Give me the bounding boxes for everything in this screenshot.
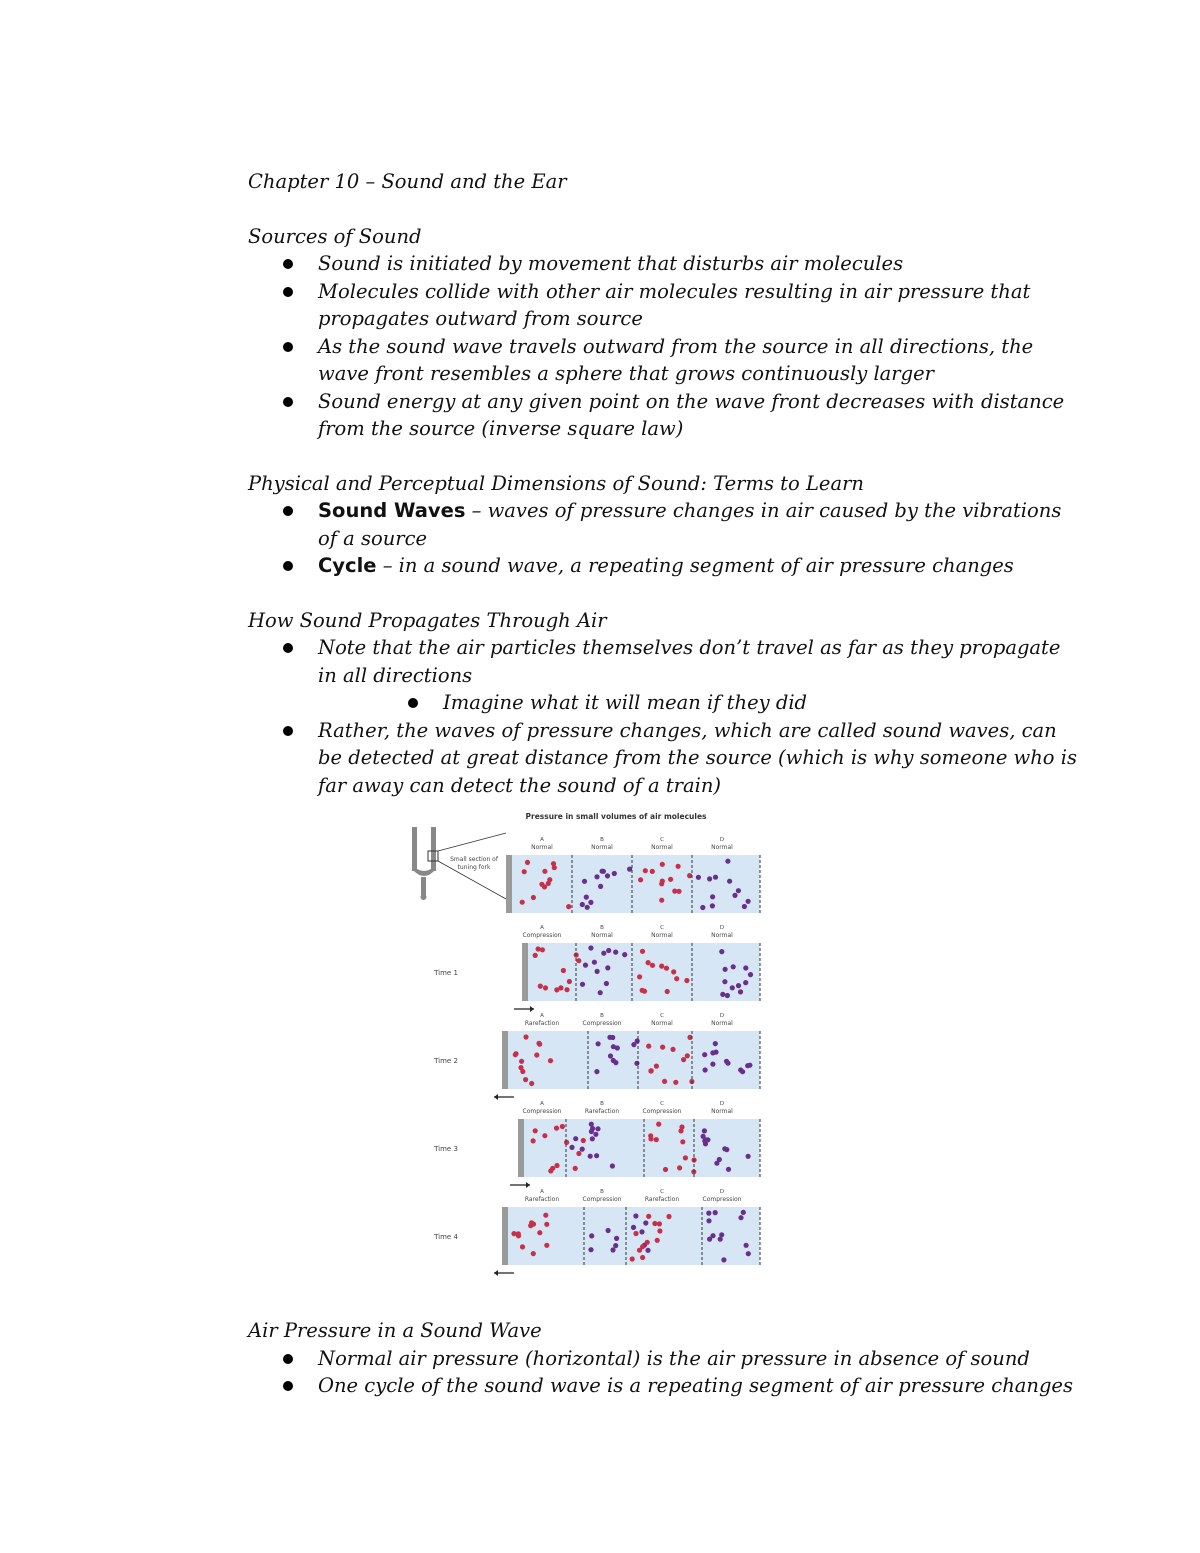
air-molecule (730, 985, 735, 990)
air-molecule (713, 875, 718, 880)
column-state-label: Normal (711, 844, 733, 851)
air-molecule (520, 1244, 525, 1249)
air-molecule (719, 1232, 724, 1237)
air-molecule (539, 882, 544, 887)
air-molecule (573, 1136, 578, 1141)
column-letter: B (600, 925, 604, 931)
vibrating-plate (502, 1031, 508, 1089)
air-molecule (722, 979, 727, 984)
air-molecule (531, 895, 536, 900)
air-molecule (533, 1128, 538, 1133)
air-molecule (746, 1154, 751, 1159)
column-letter: C (660, 925, 664, 931)
fork-label: Small section of (450, 856, 498, 863)
column-letter: A (540, 1189, 544, 1195)
air-molecule (566, 904, 571, 909)
air-molecule (564, 1140, 569, 1145)
air-molecule (581, 1138, 586, 1143)
air-molecule (703, 1141, 708, 1146)
air-molecule (528, 1223, 533, 1228)
air-molecule (584, 895, 589, 900)
air-molecule (544, 1222, 549, 1227)
air-molecule (663, 1167, 668, 1172)
list-item (248, 497, 1078, 552)
air-molecule (580, 982, 585, 987)
air-molecule (544, 1243, 549, 1248)
air-molecule (573, 1166, 578, 1171)
air-molecule (650, 869, 655, 874)
air-molecule (696, 875, 701, 880)
air-molecule (610, 1035, 615, 1040)
air-molecule (706, 1211, 711, 1216)
air-molecule (613, 950, 618, 955)
air-molecule (582, 879, 587, 884)
column-state-label: Normal (711, 1020, 733, 1027)
column-state-label: Normal (651, 932, 673, 939)
air-molecule (569, 1145, 574, 1150)
tuning-fork-icon (412, 827, 506, 900)
air-molecule (511, 1231, 516, 1236)
air-molecule (665, 989, 670, 994)
air-molecule (635, 1038, 640, 1043)
air-molecule (657, 1221, 662, 1226)
air-molecule (608, 1053, 613, 1058)
air-molecule (748, 972, 753, 977)
air-molecule (719, 949, 724, 954)
air-molecule (680, 1139, 685, 1144)
air-molecule (519, 1059, 524, 1064)
air-volume (508, 1031, 760, 1089)
air-molecule (622, 952, 627, 957)
air-molecule (548, 1058, 553, 1063)
air-molecule (683, 1155, 688, 1160)
air-molecule (674, 976, 679, 981)
air-molecule (588, 1247, 593, 1252)
column-letter: A (540, 925, 544, 931)
air-molecule (681, 1057, 686, 1062)
column-state-label: Rarefaction (644, 1196, 680, 1203)
term-label: Sound Waves (318, 499, 466, 522)
air-molecule (564, 987, 569, 992)
list-item: Note that the air particles themselves don’t travel as far as they propagate in all directions (248, 634, 1078, 689)
air-molecule (531, 1138, 536, 1143)
air-molecule (595, 1126, 600, 1131)
air-molecule (601, 869, 606, 874)
air-molecule (523, 1034, 528, 1039)
air-molecule (637, 974, 642, 979)
list-item (248, 552, 1078, 580)
air-molecule (605, 965, 610, 970)
air-molecule (543, 985, 548, 990)
time-label: Time 1 (434, 969, 458, 977)
air-molecule (643, 868, 648, 873)
column-state-label: Compression (642, 1108, 682, 1115)
column-letter: A (540, 1013, 544, 1019)
section-heading-sources: Sources of Sound (248, 224, 422, 248)
air-molecule (684, 978, 689, 983)
air-molecule (589, 1233, 594, 1238)
air-molecule (664, 966, 669, 971)
air-molecule (710, 903, 715, 908)
air-molecule (673, 1080, 678, 1085)
column-letter: C (660, 837, 664, 843)
air-molecule (531, 1251, 536, 1256)
air-molecule (523, 1077, 528, 1082)
air-molecule (567, 979, 572, 984)
air-molecule (580, 1147, 585, 1152)
air-molecule (687, 873, 692, 878)
vibrating-plate (522, 943, 528, 1001)
air-molecule (552, 865, 557, 870)
air-molecule (652, 1221, 657, 1226)
air-molecule (640, 1255, 645, 1260)
air-molecule (676, 864, 681, 869)
air-molecule (659, 964, 664, 969)
air-molecule (648, 1133, 653, 1138)
air-molecule (558, 985, 563, 990)
air-molecule (746, 899, 751, 904)
air-molecule (657, 1228, 662, 1233)
air-molecule (606, 1228, 611, 1233)
column-letter: D (719, 925, 725, 931)
air-molecule (717, 1157, 722, 1162)
list-item: As the sound wave travels outward from the source in all directions, the wave front resembles a sphere that grows continuously larger (248, 333, 1078, 388)
air-molecule (642, 989, 647, 994)
air-molecule (645, 1240, 650, 1245)
air-molecule (741, 1210, 746, 1215)
air-molecule (638, 877, 643, 882)
air-molecule (650, 963, 655, 968)
document-page (248, 168, 1078, 1427)
air-molecule (588, 1154, 593, 1159)
air-molecule (546, 881, 551, 886)
air-molecule (525, 860, 530, 865)
arrow-head-icon (494, 1094, 498, 1100)
air-molecule (610, 1247, 615, 1252)
column-letter: B (600, 837, 604, 843)
air-molecule (702, 1128, 707, 1133)
air-molecule (537, 1042, 542, 1047)
air-molecule (583, 963, 588, 968)
column-state-label: Rarefaction (584, 1108, 620, 1115)
time-label: Time 4 (434, 1233, 458, 1241)
air-molecule (594, 874, 599, 879)
air-molecule (633, 1213, 638, 1218)
air-molecule (736, 983, 741, 988)
air-molecule (660, 879, 665, 884)
air-molecule (713, 1041, 718, 1046)
air-molecule (740, 1069, 745, 1074)
air-molecule (513, 1052, 518, 1057)
arrow-head-icon (530, 1006, 534, 1012)
air-molecule (722, 1146, 727, 1151)
air-molecule (743, 965, 748, 970)
air-molecule (634, 1061, 639, 1066)
air-molecule (576, 1151, 581, 1156)
air-molecule (703, 1067, 708, 1072)
air-molecule (649, 1068, 654, 1073)
air-molecule (747, 1063, 752, 1068)
air-molecule (598, 884, 603, 889)
air-molecule (655, 1238, 660, 1243)
sources-list (248, 250, 1078, 443)
air-molecule (589, 1122, 594, 1127)
air-molecule (605, 873, 610, 878)
section-heading-propagation: How Sound Propagates Through Air (248, 608, 607, 632)
air-molecule (724, 1059, 729, 1064)
list-item: Sound energy at any given point on the wave front decreases with distance from the source (inverse square law) (248, 388, 1078, 443)
air-molecule (654, 1137, 659, 1142)
air-molecule (561, 968, 566, 973)
air-molecule (685, 1053, 690, 1058)
arrow-head-icon (494, 1270, 498, 1276)
air-molecule (678, 1128, 683, 1133)
column-letter: A (540, 1101, 544, 1107)
air-pressure-diagram (406, 807, 766, 1277)
air-molecule (631, 1225, 636, 1230)
air-molecule (646, 1044, 651, 1049)
air-molecule (601, 951, 606, 956)
air-molecule (710, 894, 715, 899)
column-letter: B (600, 1189, 604, 1195)
column-state-label: Compression (582, 1196, 622, 1203)
air-molecule (627, 867, 632, 872)
air-molecule (543, 1213, 548, 1218)
air-molecule (670, 1047, 675, 1052)
section-heading-air-pressure: Air Pressure in a Sound Wave (248, 1319, 542, 1342)
air-molecule (576, 958, 581, 963)
term-definition: – in a sound wave, a repeating segment of air pressure changes (376, 554, 1014, 577)
column-state-label: Normal (651, 844, 673, 851)
air-molecule (554, 1126, 559, 1131)
air-molecule (725, 993, 730, 998)
air-molecule (660, 1045, 665, 1050)
air-molecule (713, 1210, 718, 1215)
air-molecule (654, 1064, 659, 1069)
term-definition: – waves of pressure changes in air caused by the vibrations of a source (318, 499, 1062, 550)
air-molecule (656, 1122, 661, 1127)
air-molecule (727, 879, 732, 884)
fork-label: tuning fork (457, 864, 491, 871)
air-molecule (594, 1153, 599, 1158)
column-letter: D (719, 1101, 725, 1107)
air-molecule (560, 1124, 565, 1129)
air-molecule (702, 1052, 707, 1057)
air-molecule (588, 900, 593, 905)
air-molecule (611, 1044, 616, 1049)
column-state-label: Normal (591, 844, 613, 851)
term-label: Cycle (318, 554, 377, 577)
air-molecule (721, 1257, 726, 1262)
air-molecule (639, 1229, 644, 1234)
air-molecule (672, 889, 677, 894)
list-item: Molecules collide with other air molecules resulting in air pressure that propagates outward from source (248, 278, 1078, 333)
propagation-list (248, 634, 1078, 799)
air-molecule (633, 1231, 638, 1236)
column-letter: C (660, 1101, 664, 1107)
column-letter: A (540, 837, 544, 843)
air-molecule (554, 1163, 559, 1168)
column-letter: D (719, 1013, 725, 1019)
sub-list-item: Imagine what it will mean if they did (248, 689, 1078, 717)
air-molecule (593, 1132, 598, 1137)
air-molecule (595, 969, 600, 974)
air-molecule (725, 859, 730, 864)
air-molecule (537, 1230, 542, 1235)
air-molecule (598, 990, 603, 995)
list-item: One cycle of the sound wave is a repeating segment of air pressure changes (248, 1372, 1078, 1400)
air-molecule (666, 1214, 671, 1219)
air-molecule (738, 989, 743, 994)
column-state-label: Compression (522, 1108, 562, 1115)
section-heading-terms: Physical and Perceptual Dimensions of Sound: Terms to Learn (248, 471, 864, 495)
air-molecule (640, 949, 645, 954)
air-molecule (613, 1243, 618, 1248)
chapter-title: Chapter 10 – Sound and the Ear (248, 170, 567, 193)
air-molecule (660, 862, 665, 867)
air-pressure-list (248, 1345, 1078, 1400)
air-molecule (548, 1168, 553, 1173)
air-molecule (538, 984, 543, 989)
column-state-label: Normal (711, 932, 733, 939)
air-molecule (590, 1136, 595, 1141)
air-molecule (643, 1220, 648, 1225)
air-molecule (536, 946, 541, 951)
air-molecule (736, 888, 741, 893)
column-letter: C (660, 1189, 664, 1195)
column-letter: B (600, 1101, 604, 1107)
air-molecule (592, 960, 597, 965)
column-letter: B (600, 1013, 604, 1019)
air-molecule (520, 900, 525, 905)
air-molecule (529, 1081, 534, 1086)
air-molecule (732, 893, 737, 898)
air-molecule (645, 1248, 650, 1253)
column-letter: D (719, 1189, 725, 1195)
air-molecule (533, 953, 538, 958)
arrow-head-icon (526, 1182, 530, 1188)
air-molecule (604, 981, 609, 986)
sound-wave-figure (248, 799, 1078, 1299)
air-molecule (713, 1050, 718, 1055)
air-molecule (596, 1041, 601, 1046)
air-molecule (720, 992, 725, 997)
air-molecule (743, 980, 748, 985)
air-molecule (630, 1256, 635, 1261)
air-molecule (646, 1214, 651, 1219)
air-molecule (614, 1236, 619, 1241)
air-molecule (731, 964, 736, 969)
column-state-label: Compression (702, 1196, 742, 1203)
air-molecule (520, 1069, 525, 1074)
air-molecule (594, 1069, 599, 1074)
column-state-label: Rarefaction (524, 1020, 560, 1027)
list-item: Normal air pressure (horizontal) is the air pressure in absence of sound (248, 1345, 1078, 1373)
time-label: Time 2 (434, 1057, 458, 1065)
air-molecule (542, 869, 547, 874)
air-molecule (677, 1165, 682, 1170)
air-molecule (534, 1052, 539, 1057)
column-state-label: Rarefaction (524, 1196, 560, 1203)
column-state-label: Normal (591, 932, 613, 939)
vibrating-plate (506, 855, 512, 913)
vibrating-plate (502, 1207, 508, 1265)
air-molecule (606, 948, 611, 953)
air-molecule (744, 1243, 749, 1248)
list-item: Rather, the waves of pressure changes, which are called sound waves, can be detected at great distance from the source (which is why someone who is far away can detect the sound of a train) (248, 717, 1078, 800)
air-molecule (646, 960, 651, 965)
air-molecule (742, 904, 747, 909)
air-molecule (585, 905, 590, 910)
air-molecule (613, 1060, 618, 1065)
list-item: Sound is initiated by movement that disturbs air molecules (248, 250, 1078, 278)
column-state-label: Compression (582, 1020, 622, 1027)
air-molecule (707, 1237, 712, 1242)
air-molecule (662, 1079, 667, 1084)
air-molecule (700, 905, 705, 910)
air-molecule (659, 898, 664, 903)
air-molecule (707, 876, 712, 881)
figure-title: Pressure in small volumes of air molecules (525, 812, 707, 821)
air-molecule (522, 869, 527, 874)
air-molecule (668, 877, 673, 882)
air-molecule (640, 1244, 645, 1249)
air-molecule (612, 871, 617, 876)
column-state-label: Normal (531, 844, 553, 851)
air-molecule (738, 1215, 743, 1220)
column-state-label: Normal (651, 1020, 673, 1027)
air-molecule (706, 1218, 711, 1223)
column-state-label: Normal (711, 1108, 733, 1115)
column-state-label: Compression (522, 932, 562, 939)
column-letter: C (660, 1013, 664, 1019)
air-molecule (723, 967, 728, 972)
column-letter: D (719, 837, 725, 843)
air-molecule (610, 1163, 615, 1168)
air-molecule (542, 1133, 547, 1138)
air-molecule (540, 947, 545, 952)
vibrating-plate (518, 1119, 524, 1177)
air-molecule (671, 969, 676, 974)
air-molecule (726, 1167, 731, 1172)
terms-list (248, 497, 1078, 580)
air-molecule (580, 902, 585, 907)
time-label: Time 3 (434, 1145, 458, 1153)
air-molecule (710, 1062, 715, 1067)
air-molecule (588, 945, 593, 950)
air-molecule (746, 1251, 751, 1256)
